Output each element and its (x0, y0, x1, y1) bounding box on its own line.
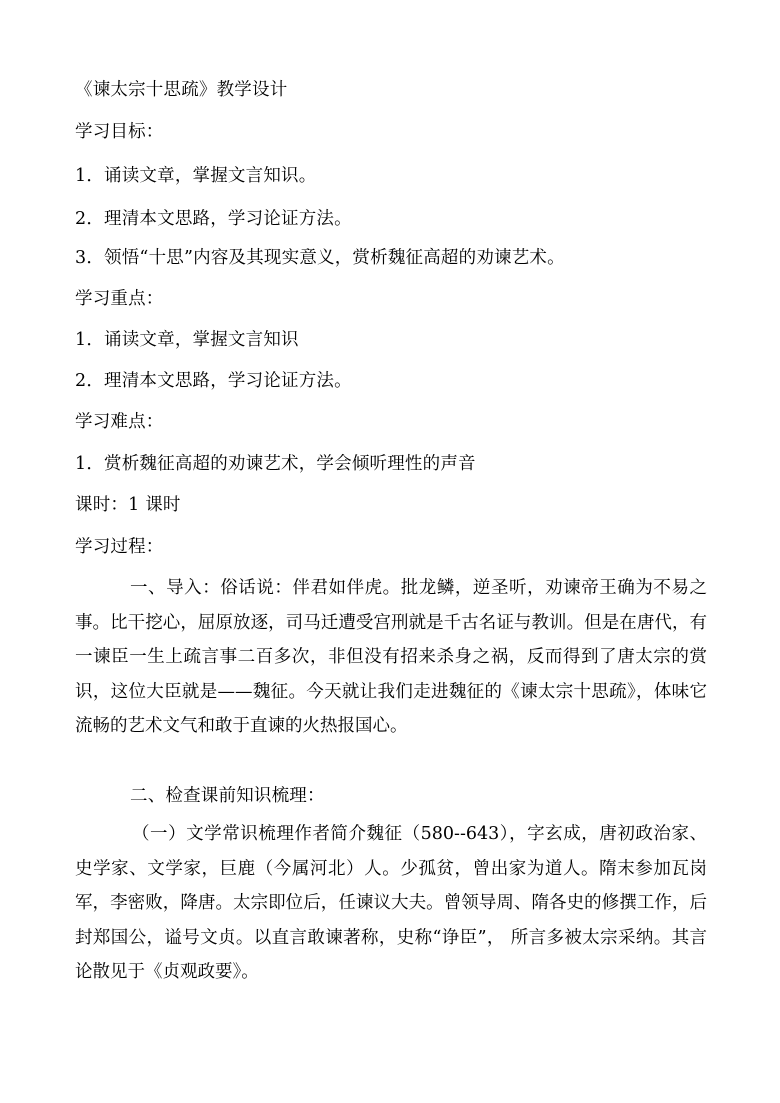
section-two-heading: 二、检查课前知识梳理： (130, 786, 325, 806)
keypoint-item: 1．诵读文章，掌握文言知识 (75, 330, 299, 350)
objectives-heading: 学习目标： (75, 122, 164, 142)
difficulty-item: 1．赏析魏征高超的劝谏艺术，学会倾听理性的声音 (75, 454, 476, 474)
process-heading: 学习过程： (75, 537, 164, 557)
keypoints-heading: 学习重点： (75, 289, 164, 309)
objective-item: 2．理清本文思路，学习论证方法。 (75, 209, 352, 229)
author-paragraph: （一）文学常识梳理作者简介魏征（580--643），字玄成，唐初政治家、史学家、文学家，巨鹿（今属河北）人。少孤贫，曾出家为道人。隋末参加瓦岗军，李密败，降唐。太宗即位后，任谏议大夫。曾领导周、隋各史的修撰工作，后封郑国公，谥号文贞。以直言敢谏著称，史称“诤臣”， 所言多被太宗采纳。其言论散见于《贞观政要》。 (75, 824, 707, 983)
class-hours: 课时：1 课时 (75, 495, 181, 515)
intro-paragraph: 一、导入：俗话说：伴君如伴虎。批龙鳞，逆圣听，劝谏帝王确为不易之事。比干挖心，屈原放逐，司马迁遭受宫刑就是千古名证与教训。但是在唐代，有一谏臣一生上疏言事二百多次，非但没有招来杀身之祸，反而得到了唐太宗的赏识，这位大臣就是——魏征。今天就让我们走进魏征的《谏太宗十思疏》，体味它流畅的艺术文气和敢于直谏的火热报国心。 (75, 578, 707, 737)
keypoint-item: 2．理清本文思路，学习论证方法。 (75, 371, 352, 391)
objective-item: 1．诵读文章，掌握文言知识。 (75, 166, 317, 186)
objective-item: 3．领悟“十思”内容及其现实意义，赏析魏征高超的劝谏艺术。 (75, 248, 565, 268)
document-title: 《谏太宗十思疏》教学设计 (75, 80, 288, 100)
difficulties-heading: 学习难点： (75, 412, 164, 432)
